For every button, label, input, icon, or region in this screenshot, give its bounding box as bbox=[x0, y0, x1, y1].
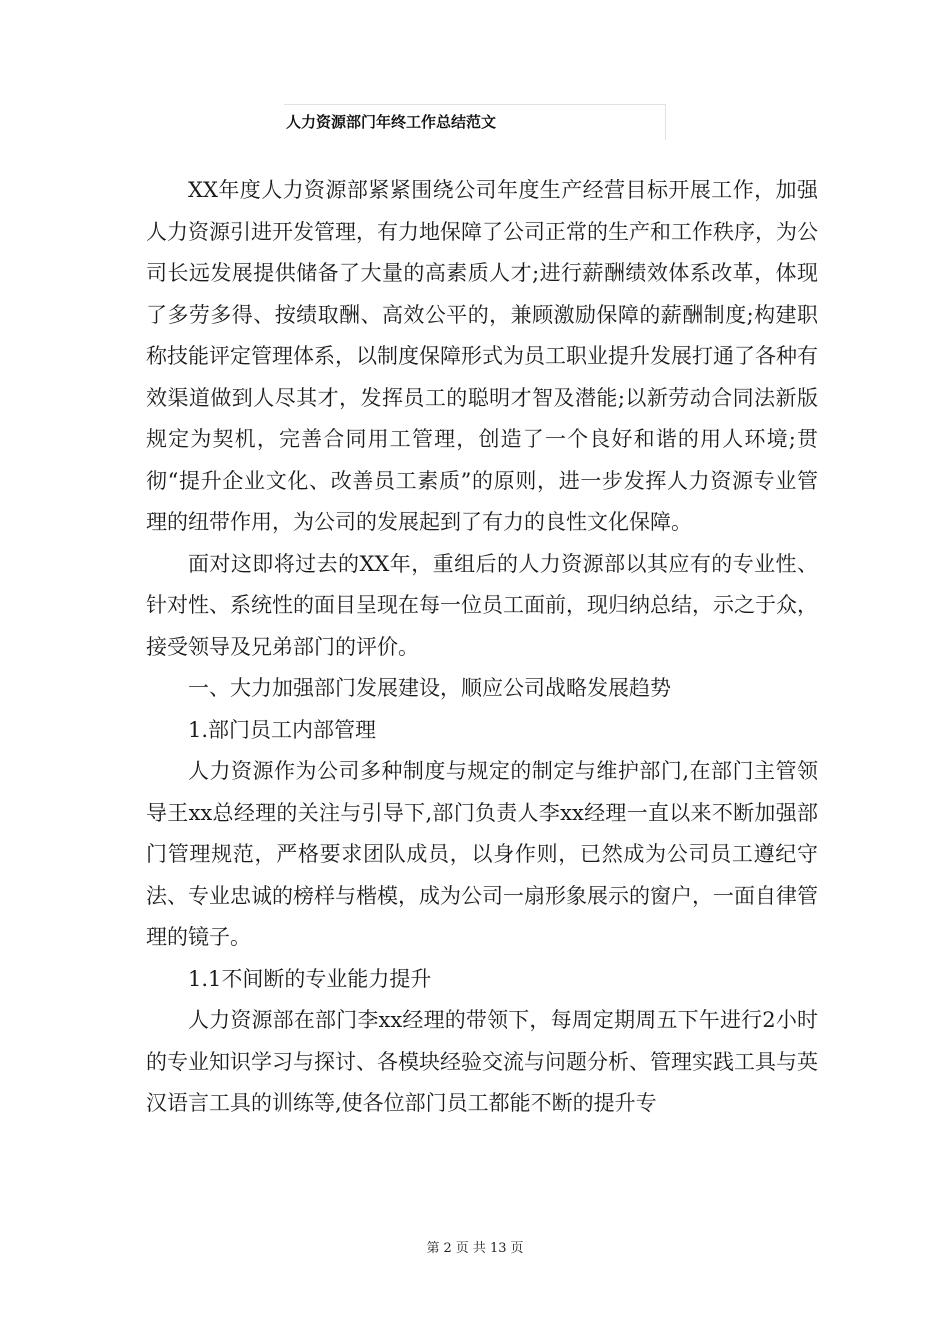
document-body bbox=[146, 170, 818, 1125]
paragraph-training: 人力资源部在部门李xx经理的带领下，每周定期周五下午进行2小时的专业知识学习与探讨、各模块经验交流与问题分析、管理实践工具与英汉语言工具的训练等,使各位部门员工都能不断的提升专 bbox=[146, 1008, 818, 1115]
paragraph-summary: 面对这即将过去的XX年，重组后的人力资源部以其应有的专业性、针对性、系统性的面目呈现在每一位员工面前，现归纳总结，示之于众，接受领导及兄弟部门的评价。 bbox=[146, 551, 818, 659]
paragraph-intro: XX年度人力资源部紧紧围绕公司年度生产经营目标开展工作，加强人力资源引进开发管理，有力地保障了公司正常的生产和工作秩序，为公司长远发展提供储备了大量的高素质人才;进行薪酬绩效体系改革，体现了多劳多得、按绩取酬、高效公平的，兼顾激励保障的薪酬制度;构建职称技能评定管理体系，以制度保障形式为员工职业提升发展打通了各种有效渠道做到人尽其才，发挥员工的聪明才智及潜能;以新劳动合同法新版规定为契机，完善合同用工管理，创造了一个良好和谐的用人环境;贯彻“提升企业文化、改善员工素质”的原则，进一步发挥人力资源专业管理的纽带作用，为公司的发展起到了有力的良性文化保障。 bbox=[146, 178, 818, 534]
footer-total-pages: 13 bbox=[489, 1241, 507, 1256]
subsection-heading-1-1: 1.部门员工内部管理 bbox=[188, 717, 377, 742]
page-footer bbox=[0, 1237, 950, 1256]
footer-middle: 页 共 bbox=[455, 1241, 486, 1256]
footer-page-number: 2 bbox=[443, 1241, 452, 1256]
section-heading-1: 一、大力加强部门发展建设，顺应公司战略发展趋势 bbox=[188, 676, 671, 700]
subsection-heading-1-1-1: 1.1不间断的专业能力提升 bbox=[188, 966, 432, 991]
footer-suffix: 页 bbox=[510, 1241, 524, 1256]
paragraph-department-management: 人力资源作为公司多种制度与规定的制定与维护部门,在部门主管领导王xx总经理的关注与引导下,部门负责人李xx经理一直以来不断加强部门管理规范，严格要求团队成员，以身作则，已然成为公司员工遵纪守法、专业忠诚的榜样与楷模，成为公司一扇形象展示的窗户，一面自律管理的镜子。 bbox=[146, 759, 818, 949]
footer-prefix: 第 bbox=[426, 1241, 440, 1256]
page-header bbox=[284, 104, 666, 140]
document-title: 人力资源部门年终工作总结范文 bbox=[286, 113, 497, 131]
